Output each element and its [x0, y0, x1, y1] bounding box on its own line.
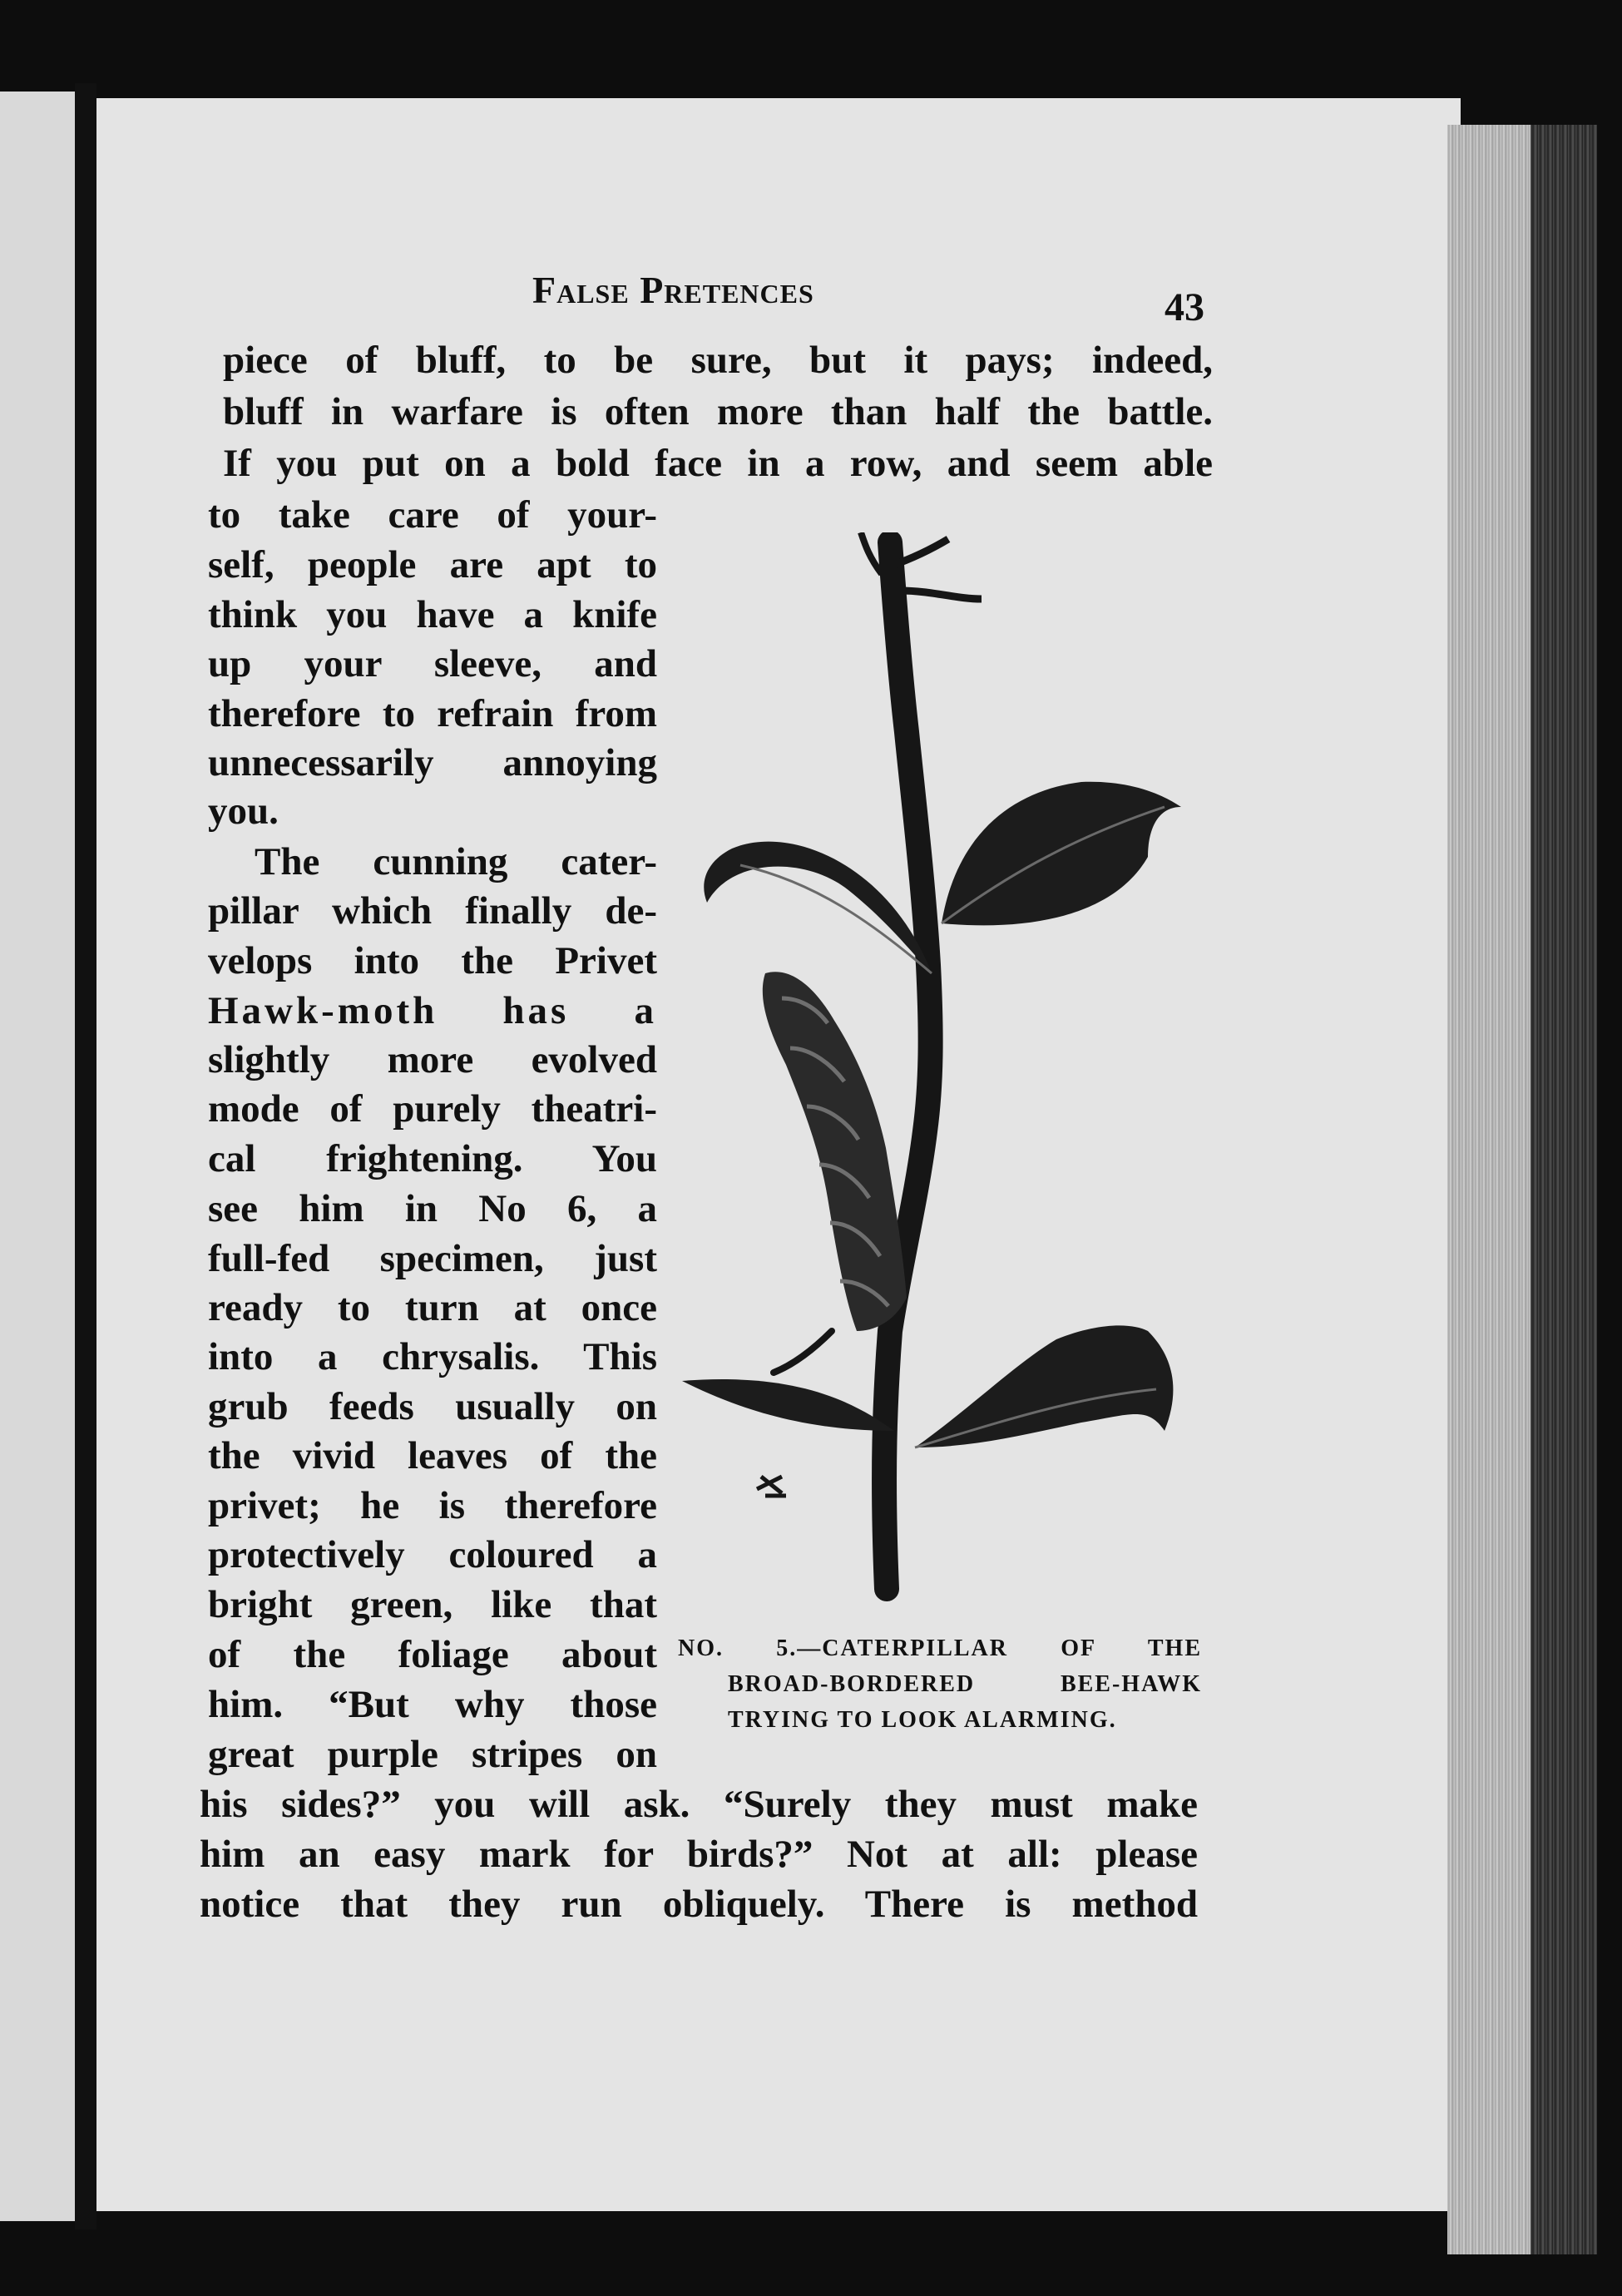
caterpillar: [763, 972, 907, 1373]
text-line: mode of purely theatri-: [208, 1087, 657, 1131]
book-cover-edge: [1531, 125, 1597, 2254]
caption-line: BROAD-BORDERED BEE-HAWK: [728, 1671, 1202, 1697]
leaf-upper-right: [942, 782, 1181, 926]
text-line: pillar which finally de-: [208, 889, 657, 933]
text-line: ready to turn at once: [208, 1286, 657, 1329]
book-gutter: [75, 83, 96, 2229]
engraver-mark: [757, 1477, 786, 1496]
text-line: privet; he is therefore: [208, 1484, 657, 1527]
text-line: of the foliage about: [208, 1633, 657, 1676]
text-line: Hawk-moth has a: [208, 989, 657, 1032]
caterpillar-illustration: [682, 532, 1181, 1606]
left-page-edge: [0, 92, 75, 2221]
text-line: him an easy mark for birds?” Not at all: please: [200, 1833, 1198, 1876]
text-line: unnecessarily annoying: [208, 741, 657, 784]
page-number: 43: [1165, 285, 1204, 329]
text-line: grub feeds usually on: [208, 1385, 657, 1428]
text-line: bright green, like that: [208, 1583, 657, 1626]
text-line: The cunning cater-: [255, 840, 657, 883]
leaf-lower-right: [915, 1325, 1173, 1447]
text-line: If you put on a bold face in a row, and seem able: [223, 442, 1213, 485]
text-line: notice that they run obliquely. There is method: [200, 1883, 1198, 1926]
text-line: his sides?” you will ask. “Surely they must make: [200, 1783, 1198, 1826]
text-line: slightly more evolved: [208, 1038, 657, 1081]
leaf-lower-left: [682, 1379, 894, 1431]
text-line: great purple stripes on: [208, 1733, 657, 1776]
text-line: full-fed specimen, just: [208, 1237, 657, 1280]
text-line: piece of bluff, to be sure, but it pays; indeed,: [223, 339, 1213, 382]
text-line: therefore to refrain from: [208, 692, 657, 735]
text-line: up your sleeve, and: [208, 642, 657, 685]
leaf-upper-left: [704, 842, 932, 973]
text-line: to take care of your-: [208, 493, 657, 537]
text-line: cal frightening. You: [208, 1137, 657, 1180]
text-line: the vivid leaves of the: [208, 1434, 657, 1477]
figure-caption: [678, 1630, 1202, 1738]
text-line: think you have a knife: [208, 593, 657, 636]
caption-line: NO. 5.—CATERPILLAR OF THE: [678, 1635, 1202, 1661]
text-line: you.: [208, 789, 279, 833]
text-line: self, people are apt to: [208, 543, 657, 586]
text-line: velops into the Privet: [208, 939, 657, 982]
text-line: protectively coloured a: [208, 1533, 657, 1576]
text-line: him. “But why those: [208, 1683, 657, 1726]
running-head: False Pretences: [532, 269, 814, 311]
text-line: into a chrysalis. This: [208, 1335, 657, 1378]
text-line: see him in No 6, a: [208, 1187, 657, 1230]
caption-line: TRYING TO LOOK ALARMING.: [728, 1707, 1117, 1733]
text-line: bluff in warfare is often more than half the battle.: [223, 390, 1213, 433]
